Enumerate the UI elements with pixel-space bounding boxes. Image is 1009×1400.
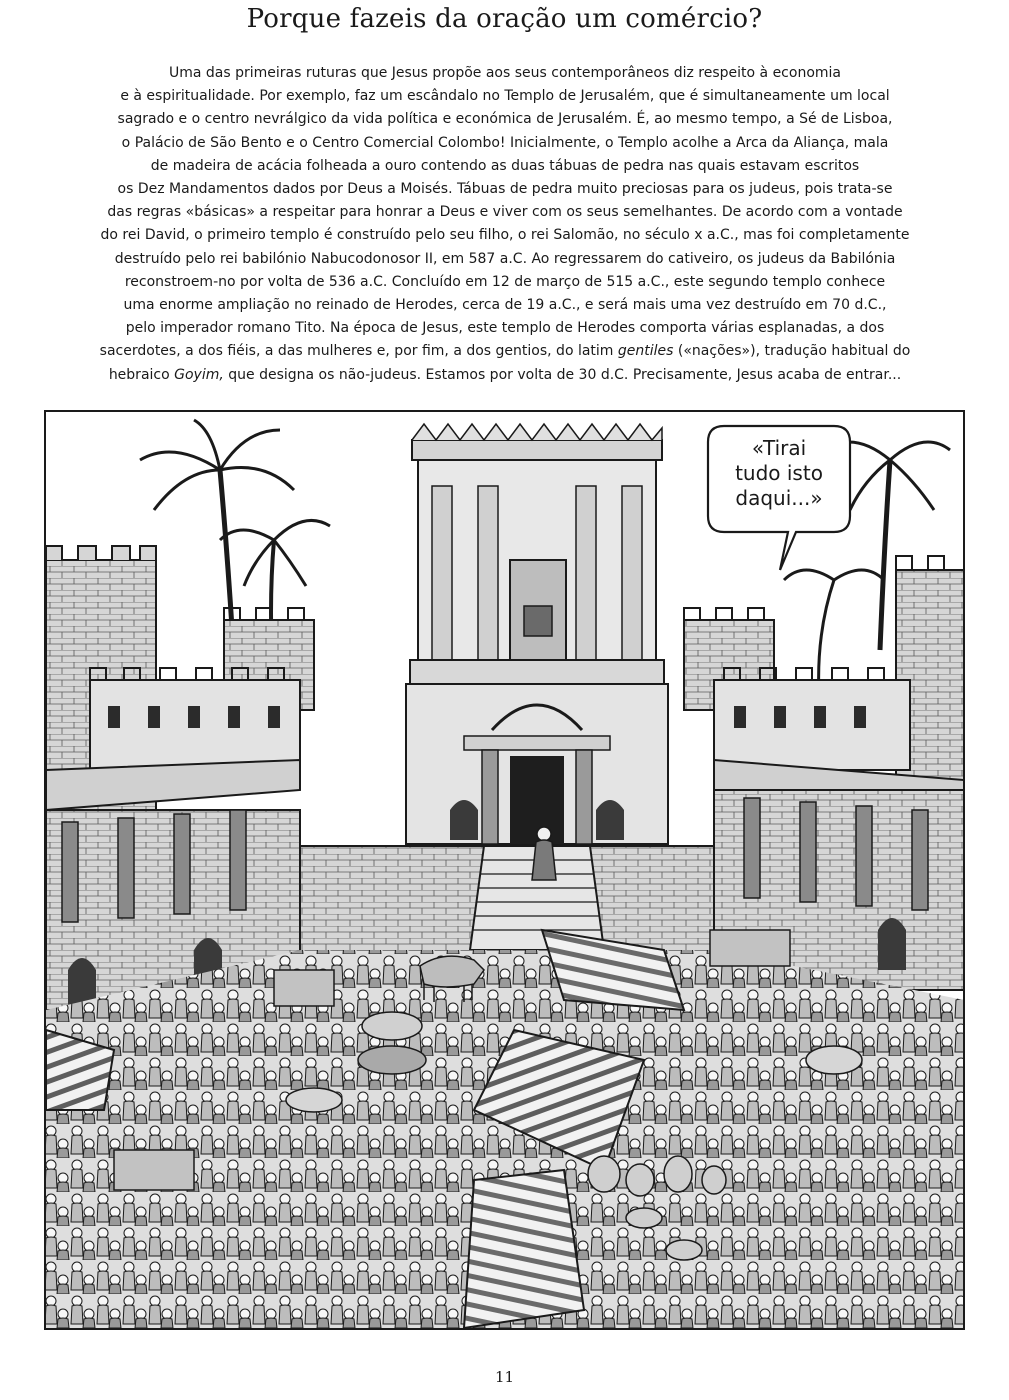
balloon-line: «Tirai	[751, 436, 807, 460]
temple-courtyard-illustration	[44, 410, 965, 1330]
intro-line: o Palácio de São Bento e o Centro Comercial Colombo! Inicialmente, o Templo acolhe a Arca da Aliança, mala	[121, 134, 889, 151]
page-number: 11	[494, 1368, 515, 1386]
intro-line: os Dez Mandamentos dados por Deus a Moisés. Tábuas de pedra muito preciosas para os judeus, pois trata-se	[117, 181, 893, 198]
hebrew-term: Goyim,	[174, 366, 224, 383]
intro-text: sacerdotes, a dos fiéis, a das mulheres e, por fim, a dos gentios, do latim	[99, 343, 618, 360]
balloon-line: daqui...»	[735, 486, 823, 510]
intro-text: que designa os não-judeus. Estamos por volta de 30 d.C. Precisamente, Jesus acaba de entrar...	[223, 366, 902, 383]
intro-line: uma enorme ampliação no reinado de Herodes, cerca de 19 a.C., e será mais uma vez destruído em 70 d.C.,	[123, 297, 887, 314]
intro-line: pelo imperador romano Tito. Na época de Jesus, este templo de Herodes comporta várias esplanadas, a dos	[125, 320, 885, 337]
page-title: Porque fazeis da oração um comércio?	[246, 4, 763, 34]
intro-paragraph	[58, 62, 952, 387]
intro-line: sagrado e o centro nevrálgico da vida política e económica de Jerusalém. É, ao mesmo tempo, a Sé de Lisboa,	[117, 111, 893, 128]
intro-line: destruído pelo rei babilónio Nabucodonosor II, em 587 a.C. Ao regressarem do cativeiro, os judeus da Babilónia	[114, 250, 896, 267]
intro-line: de madeira de acácia folheada a ouro contendo as duas tábuas de pedra nas quais estavam escritos	[150, 157, 860, 174]
intro-text: («nações»), tradução habitual do	[673, 343, 911, 360]
intro-line: do rei David, o primeiro templo é construído pelo seu filho, o rei Salomão, no século x a.C., mas foi completamente	[100, 227, 910, 244]
temple-stairs	[300, 846, 714, 956]
herod-temple	[406, 424, 668, 844]
intro-line	[58, 340, 952, 363]
intro-text: hebraico	[108, 366, 175, 383]
intro-line: Uma das primeiras ruturas que Jesus propõe aos seus contemporâneos diz respeito à economia	[169, 65, 841, 81]
temple-illustration-panel	[44, 410, 965, 1330]
latin-term: gentiles	[617, 343, 674, 360]
balloon-line: tudo isto	[735, 461, 823, 485]
intro-line: das regras «básicas» a respeitar para honrar a Deus e viver com os seus semelhantes. De acordo com a vontade	[107, 204, 903, 221]
intro-line: reconstroem-no por volta de 536 a.C. Concluído em 12 de março de 515 a.C., este segundo templo conhece	[124, 273, 886, 290]
intro-line	[58, 364, 952, 387]
intro-line: e à espiritualidade. Por exemplo, faz um escândalo no Templo de Jerusalém, que é simultaneamente um local	[120, 88, 890, 105]
